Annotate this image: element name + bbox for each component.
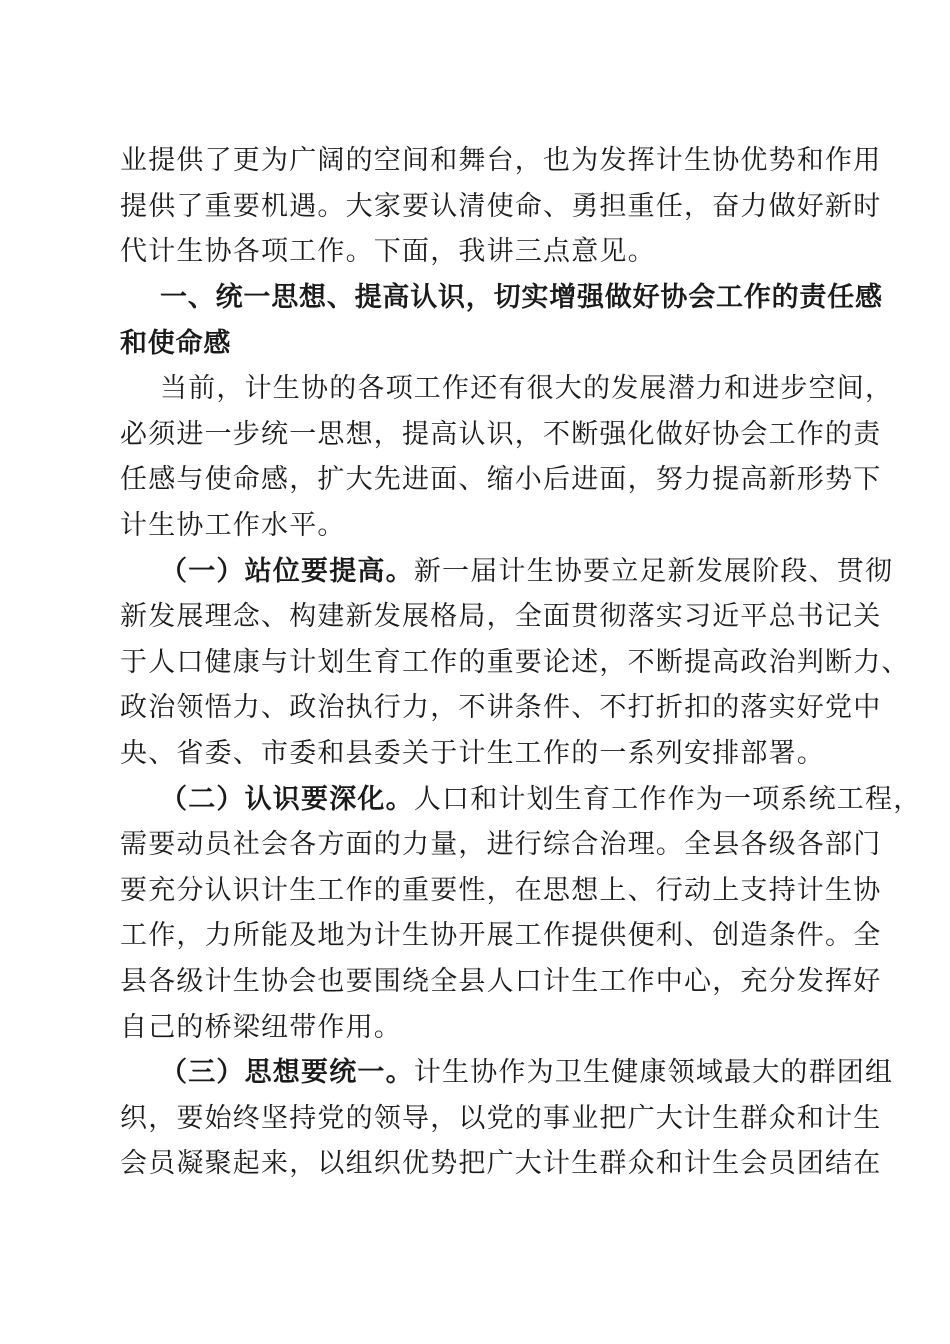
text-line: 织，要始终坚持党的领导，以党的事业把广大计生群众和计生 [120,1103,882,1134]
point-1-text: 新一届计生协要立足新发展阶段、贯彻 [413,556,894,587]
section-heading: 一、统一思想、提高认识，切实增强做好协会工作的责任感 [160,282,883,313]
text-line: 县各级计生协会也要围绕全县人口计生工作中心，充分发挥好 [120,966,882,997]
point-3-text: 计生协作为卫生健康领域最大的群团组 [413,1057,894,1088]
point-2-text: 人口和计划生育工作作为一项系统工程， [413,784,922,815]
text-line: 计生协工作水平。 [120,510,346,541]
text-line: 提供了重要机遇。大家要认清使命、勇担重任，奋力做好新时 [120,191,882,222]
text-line: 央、省委、市委和县委关于计生工作的一系列安排部署。 [120,738,825,769]
point-2-heading: （二）认识要深化。 [160,784,414,815]
text-line: 必须进一步统一思想，提高认识，不断强化做好协会工作的责 [120,419,882,450]
text-line: 任感与使命感，扩大先进面、缩小后进面，努力提高新形势下 [120,464,882,495]
text-line: 工作，力所能及地为计生协开展工作提供便利、创造条件。全 [120,920,882,951]
section-heading: 和使命感 [120,328,232,359]
text-line: 要充分认识计生工作的重要性，在思想上、行动上支持计生协 [120,875,882,906]
point-2-first-line [160,777,922,823]
text-line: 当前，计生协的各项工作还有很大的发展潜力和进步空间， [160,373,894,404]
point-1-heading: （一）站位要提高。 [160,556,414,587]
point-1-first-line [160,549,894,595]
text-line: 新发展理念、构建新发展格局，全面贯彻落实习近平总书记关 [120,601,882,632]
text-line: 政治领悟力、政治执行力，不讲条件、不打折扣的落实好党中 [120,692,882,723]
text-line: 自己的桥梁纽带作用。 [120,1012,402,1043]
text-line: 于人口健康与计划生育工作的重要论述，不断提高政治判断力、 [120,647,910,678]
text-line: 需要动员社会各方面的力量，进行综合治理。全县各级各部门 [120,829,882,860]
point-3-heading: （三）思想要统一。 [160,1057,414,1088]
text-line: 业提供了更为广阔的空间和舞台，也为发挥计生协优势和作用 [120,145,882,176]
point-3-first-line [160,1050,894,1096]
text-line: 会员凝聚起来，以组织优势把广大计生群众和计生会员团结在 [120,1148,882,1179]
text-line: 代计生协各项工作。下面，我讲三点意见。 [120,236,656,267]
